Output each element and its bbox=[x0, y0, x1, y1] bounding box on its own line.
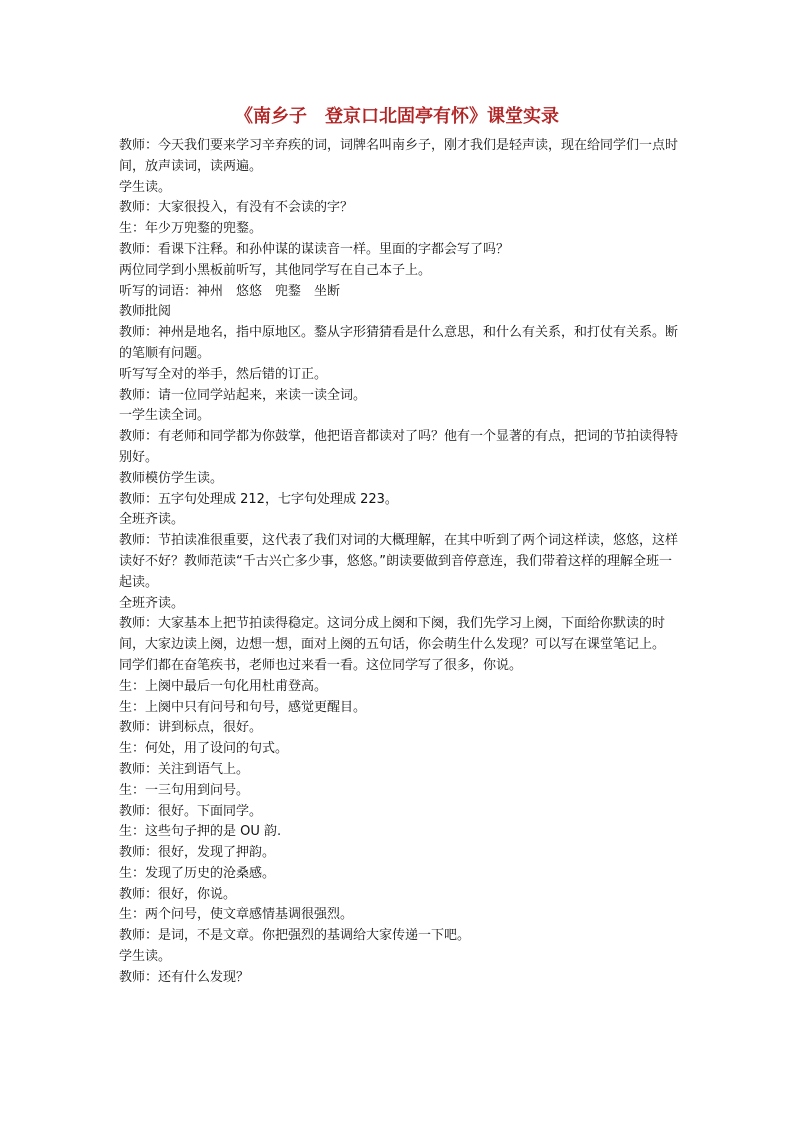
transcript-paragraph: 教师：看课下注释。和孙仲谋的谋读音一样。里面的字都会写了吗？ bbox=[119, 241, 510, 257]
transcript-paragraph: 教师：有老师和同学都为你鼓掌，他把语音都读对了吗？他有一个显著的有点，把词的节拍读得特别好。 bbox=[119, 429, 679, 465]
transcript-paragraph: 生：发现了历史的沧桑感。 bbox=[119, 865, 276, 881]
transcript-paragraph: 学生读。 bbox=[119, 949, 172, 965]
transcript-paragraph: 教师模仿学生读。 bbox=[119, 470, 224, 486]
transcript-paragraph: 听写写全对的举手，然后错的订正。 bbox=[119, 366, 328, 382]
transcript-paragraph: 教师：五字句处理成 212，七字句处理成 223。 bbox=[119, 491, 398, 507]
transcript-paragraph: 教师：是词，不是文章。你把强烈的基调给大家传递一下吧。 bbox=[119, 928, 471, 944]
transcript-paragraph: 教师：请一位同学站起来，来读一读全词。 bbox=[119, 387, 367, 403]
transcript-paragraph: 生：上阕中只有问号和句号，感觉更醒目。 bbox=[119, 699, 367, 715]
transcript-paragraph: 生：何处，用了设问的句式。 bbox=[119, 741, 289, 757]
transcript-paragraph: 听写的词语：神州 悠悠 兜鍪 坐断 bbox=[119, 283, 341, 299]
document-body bbox=[119, 136, 681, 989]
transcript-paragraph: 教师批阅 bbox=[119, 304, 172, 320]
transcript-paragraph: 学生读。 bbox=[119, 179, 172, 195]
document-title: 《南乡子 登京口北固亭有怀》课堂实录 bbox=[235, 106, 559, 127]
transcript-paragraph: 教师：神州是地名，指中原地区。鍪从字形猜猜看是什么意思，和什么有关系，和打仗有关系。断的笔顺有问题。 bbox=[119, 325, 679, 361]
transcript-paragraph: 全班齐读。 bbox=[119, 595, 185, 611]
transcript-paragraph: 两位同学到小黑板前听写，其他同学写在自己本子上。 bbox=[119, 262, 432, 278]
transcript-paragraph: 生：一三句用到问号。 bbox=[119, 782, 250, 798]
transcript-paragraph: 教师：今天我们要来学习辛弃疾的词，词牌名叫南乡子，刚才我们是轻声读，现在给同学们一点时间，放声读词，读两遍。 bbox=[119, 138, 679, 174]
transcript-paragraph: 生：这些句子押的是 OU 韵. bbox=[119, 824, 282, 840]
transcript-paragraph: 教师：还有什么发现？ bbox=[119, 969, 250, 985]
transcript-paragraph: 生：上阕中最后一句化用杜甫登高。 bbox=[119, 678, 328, 694]
transcript-paragraph: 教师：很好，你说。 bbox=[119, 886, 237, 902]
transcript-paragraph: 教师：很好，发现了押韵。 bbox=[119, 845, 276, 861]
transcript-paragraph: 生：两个问号，使文章感情基调很强烈。 bbox=[119, 907, 354, 923]
transcript-paragraph: 教师：节拍读准很重要，这代表了我们对词的大概理解，在其中听到了两个词这样读，悠悠，这样读好不好？教师范读“千古兴亡多少事，悠悠。”朗读要做到音停意连，我们带着这样的理解全班一起读。 bbox=[119, 533, 679, 590]
transcript-paragraph: 教师：大家基本上把节拍读得稳定。这词分成上阕和下阕，我们先学习上阕，下面给你默读的时间，大家边读上阕，边想一想，面对上阕的五句话，你会萌生什么发现？可以写在课堂笔记上。 bbox=[119, 616, 666, 653]
transcript-paragraph: 教师：讲到标点，很好。 bbox=[119, 720, 263, 736]
transcript-paragraph: 全班齐读。 bbox=[119, 512, 185, 528]
transcript-paragraph: 教师：关注到语气上。 bbox=[119, 761, 250, 777]
transcript-paragraph: 生：年少万兜鍪的兜鍪。 bbox=[119, 221, 263, 237]
transcript-paragraph: 一学生读全词。 bbox=[119, 408, 211, 424]
transcript-paragraph: 教师：很好。下面同学。 bbox=[119, 803, 263, 819]
transcript-paragraph: 同学们都在奋笔疾书，老师也过来看一看。这位同学写了很多，你说。 bbox=[119, 657, 523, 673]
transcript-paragraph: 教师：大家很投入，有没有不会读的字？ bbox=[119, 200, 354, 216]
